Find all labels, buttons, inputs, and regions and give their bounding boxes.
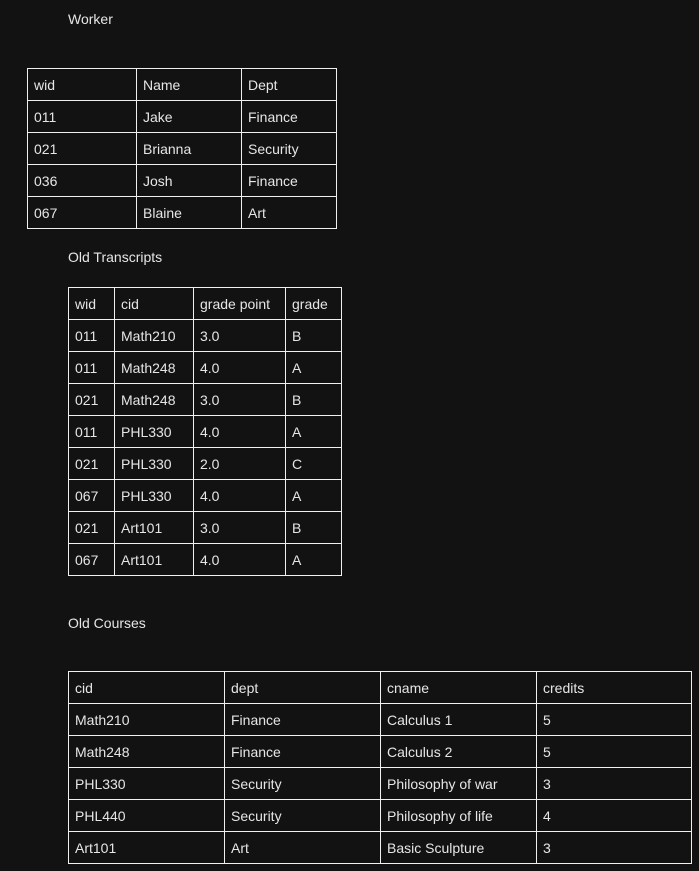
- table-cell: A: [286, 544, 342, 576]
- table-cell: Brianna: [137, 133, 242, 165]
- table-row: [28, 101, 337, 133]
- table-cell: Josh: [137, 165, 242, 197]
- column-header: wid: [28, 69, 137, 101]
- table-cell: Math210: [115, 320, 194, 352]
- old-transcripts-heading: Old Transcripts: [68, 249, 163, 265]
- column-header: grade: [286, 288, 342, 320]
- table-row: [69, 448, 342, 480]
- old-courses-heading: Old Courses: [68, 615, 146, 631]
- table-cell: 4.0: [194, 416, 286, 448]
- table-cell: 3.0: [194, 320, 286, 352]
- table-cell: 011: [28, 101, 137, 133]
- table-cell: Art: [242, 197, 337, 229]
- table-cell: A: [286, 352, 342, 384]
- table-cell: Math248: [115, 352, 194, 384]
- table-cell: 4: [537, 800, 692, 832]
- table-cell: C: [286, 448, 342, 480]
- table-cell: 036: [28, 165, 137, 197]
- column-header: dept: [225, 672, 381, 704]
- table-cell: Math248: [69, 736, 225, 768]
- table-cell: Finance: [242, 101, 337, 133]
- table-cell: Basic Sculpture: [381, 832, 537, 864]
- table-row: [69, 736, 692, 768]
- table-cell: 067: [28, 197, 137, 229]
- column-header: cname: [381, 672, 537, 704]
- table-cell: PHL330: [115, 448, 194, 480]
- table-cell: Art101: [115, 544, 194, 576]
- table-cell: Art101: [115, 512, 194, 544]
- table-cell: Security: [242, 133, 337, 165]
- table-cell: A: [286, 416, 342, 448]
- table-cell: PHL330: [115, 480, 194, 512]
- table-cell: Finance: [242, 165, 337, 197]
- table-header-row: [28, 69, 337, 101]
- column-header: grade point: [194, 288, 286, 320]
- table-cell: Philosophy of war: [381, 768, 537, 800]
- table-row: [28, 197, 337, 229]
- table-cell: 4.0: [194, 544, 286, 576]
- table-cell: Finance: [225, 704, 381, 736]
- table-row: [69, 704, 692, 736]
- table-cell: 021: [69, 448, 115, 480]
- table-cell: Art101: [69, 832, 225, 864]
- column-header: cid: [69, 672, 225, 704]
- table-cell: B: [286, 512, 342, 544]
- table-cell: Finance: [225, 736, 381, 768]
- table-cell: 011: [69, 320, 115, 352]
- table-cell: PHL330: [115, 416, 194, 448]
- table-row: [69, 768, 692, 800]
- table-cell: Philosophy of life: [381, 800, 537, 832]
- old-transcripts-table: [68, 287, 342, 576]
- column-header: Dept: [242, 69, 337, 101]
- table-cell: 5: [537, 704, 692, 736]
- table-cell: Math210: [69, 704, 225, 736]
- column-header: wid: [69, 288, 115, 320]
- table-cell: B: [286, 384, 342, 416]
- table-cell: 021: [69, 384, 115, 416]
- table-cell: 3.0: [194, 512, 286, 544]
- table-cell: 2.0: [194, 448, 286, 480]
- table-row: [69, 384, 342, 416]
- column-header: credits: [537, 672, 692, 704]
- table-cell: A: [286, 480, 342, 512]
- table-cell: 067: [69, 544, 115, 576]
- table-cell: Security: [225, 800, 381, 832]
- worker-heading: Worker: [68, 11, 113, 27]
- table-cell: 3: [537, 832, 692, 864]
- table-cell: Math248: [115, 384, 194, 416]
- table-cell: Blaine: [137, 197, 242, 229]
- table-cell: 021: [69, 512, 115, 544]
- table-cell: Jake: [137, 101, 242, 133]
- table-header-row: [69, 288, 342, 320]
- table-cell: 3: [537, 768, 692, 800]
- column-header: cid: [115, 288, 194, 320]
- table-header-row: [69, 672, 692, 704]
- table-cell: 4.0: [194, 480, 286, 512]
- table-cell: 5: [537, 736, 692, 768]
- table-row: [69, 832, 692, 864]
- table-row: [69, 512, 342, 544]
- table-cell: 3.0: [194, 384, 286, 416]
- table-cell: Calculus 1: [381, 704, 537, 736]
- table-row: [28, 133, 337, 165]
- table-row: [28, 165, 337, 197]
- table-row: [69, 480, 342, 512]
- table-cell: 021: [28, 133, 137, 165]
- table-cell: 011: [69, 352, 115, 384]
- table-cell: Art: [225, 832, 381, 864]
- table-cell: 4.0: [194, 352, 286, 384]
- table-row: [69, 416, 342, 448]
- table-row: [69, 800, 692, 832]
- old-courses-table: [68, 671, 692, 864]
- table-row: [69, 320, 342, 352]
- table-cell: Calculus 2: [381, 736, 537, 768]
- column-header: Name: [137, 69, 242, 101]
- table-cell: B: [286, 320, 342, 352]
- table-row: [69, 544, 342, 576]
- table-cell: Security: [225, 768, 381, 800]
- table-row: [69, 352, 342, 384]
- table-cell: 067: [69, 480, 115, 512]
- table-cell: PHL330: [69, 768, 225, 800]
- worker-table: [27, 68, 337, 229]
- table-cell: 011: [69, 416, 115, 448]
- table-cell: PHL440: [69, 800, 225, 832]
